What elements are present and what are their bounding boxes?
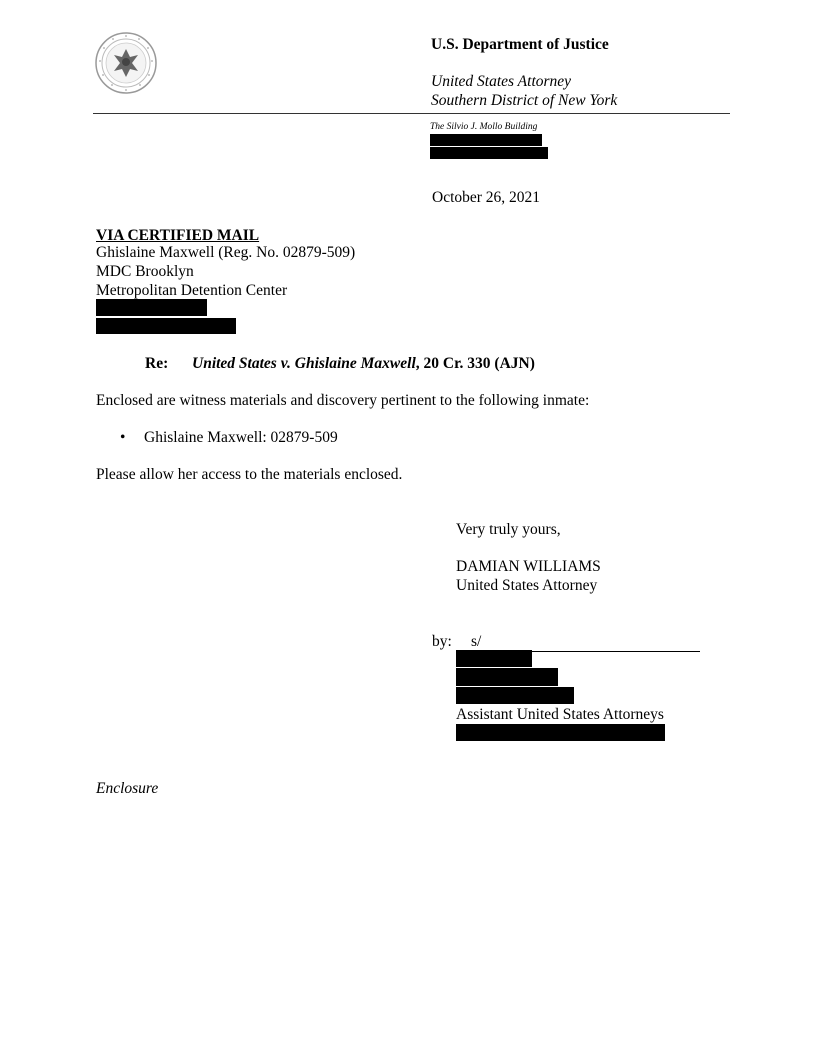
case-title: United States v. Ghislaine Maxwell [192,355,416,372]
body-intro: Enclosed are witness materials and discovery pertinent to the following inmate: [96,392,590,409]
redaction-phone [456,724,665,741]
closing-salutation: Very truly yours, [456,521,561,538]
inmate-item: Ghislaine Maxwell: 02879-509 [144,429,338,446]
assistants-title: Assistant United States Attorneys [456,706,664,723]
redaction-address-1 [430,134,542,146]
building-name: The Silvio J. Mollo Building [430,122,538,132]
signer-name: DAMIAN WILLIAMS [456,558,601,575]
case-number: , 20 Cr. 330 (AJN) [415,355,535,372]
by-label: by: [432,633,452,650]
signature: s/ [471,633,482,650]
office-line-1: United States Attorney [431,73,572,90]
body-request: Please allow her access to the materials enclosed. [96,466,403,483]
delivery-method: VIA CERTIFIED MAIL [96,227,260,244]
recipient-facility: MDC Brooklyn [96,263,194,280]
department-heading: U.S. Department of Justice [431,36,609,53]
letterhead-rule [93,113,730,114]
doj-seal-icon [94,31,158,95]
re-subject [192,355,535,373]
signer-title: United States Attorney [456,577,598,594]
re-label: Re: [145,355,169,372]
recipient-name: Ghislaine Maxwell (Reg. No. 02879-509) [96,244,356,261]
redaction-attorney-1 [456,650,532,667]
redaction-attorney-2 [456,668,558,686]
office-line-2: Southern District of New York [431,92,618,109]
redaction-recipient-address-2 [96,318,236,334]
letter-date: October 26, 2021 [432,189,541,206]
bullet-mark: • [120,429,126,446]
recipient-facility-full: Metropolitan Detention Center [96,282,288,299]
redaction-recipient-address-1 [96,299,207,316]
redaction-address-2 [430,147,548,159]
redaction-attorney-3 [456,687,574,704]
enclosure-note: Enclosure [96,780,159,797]
